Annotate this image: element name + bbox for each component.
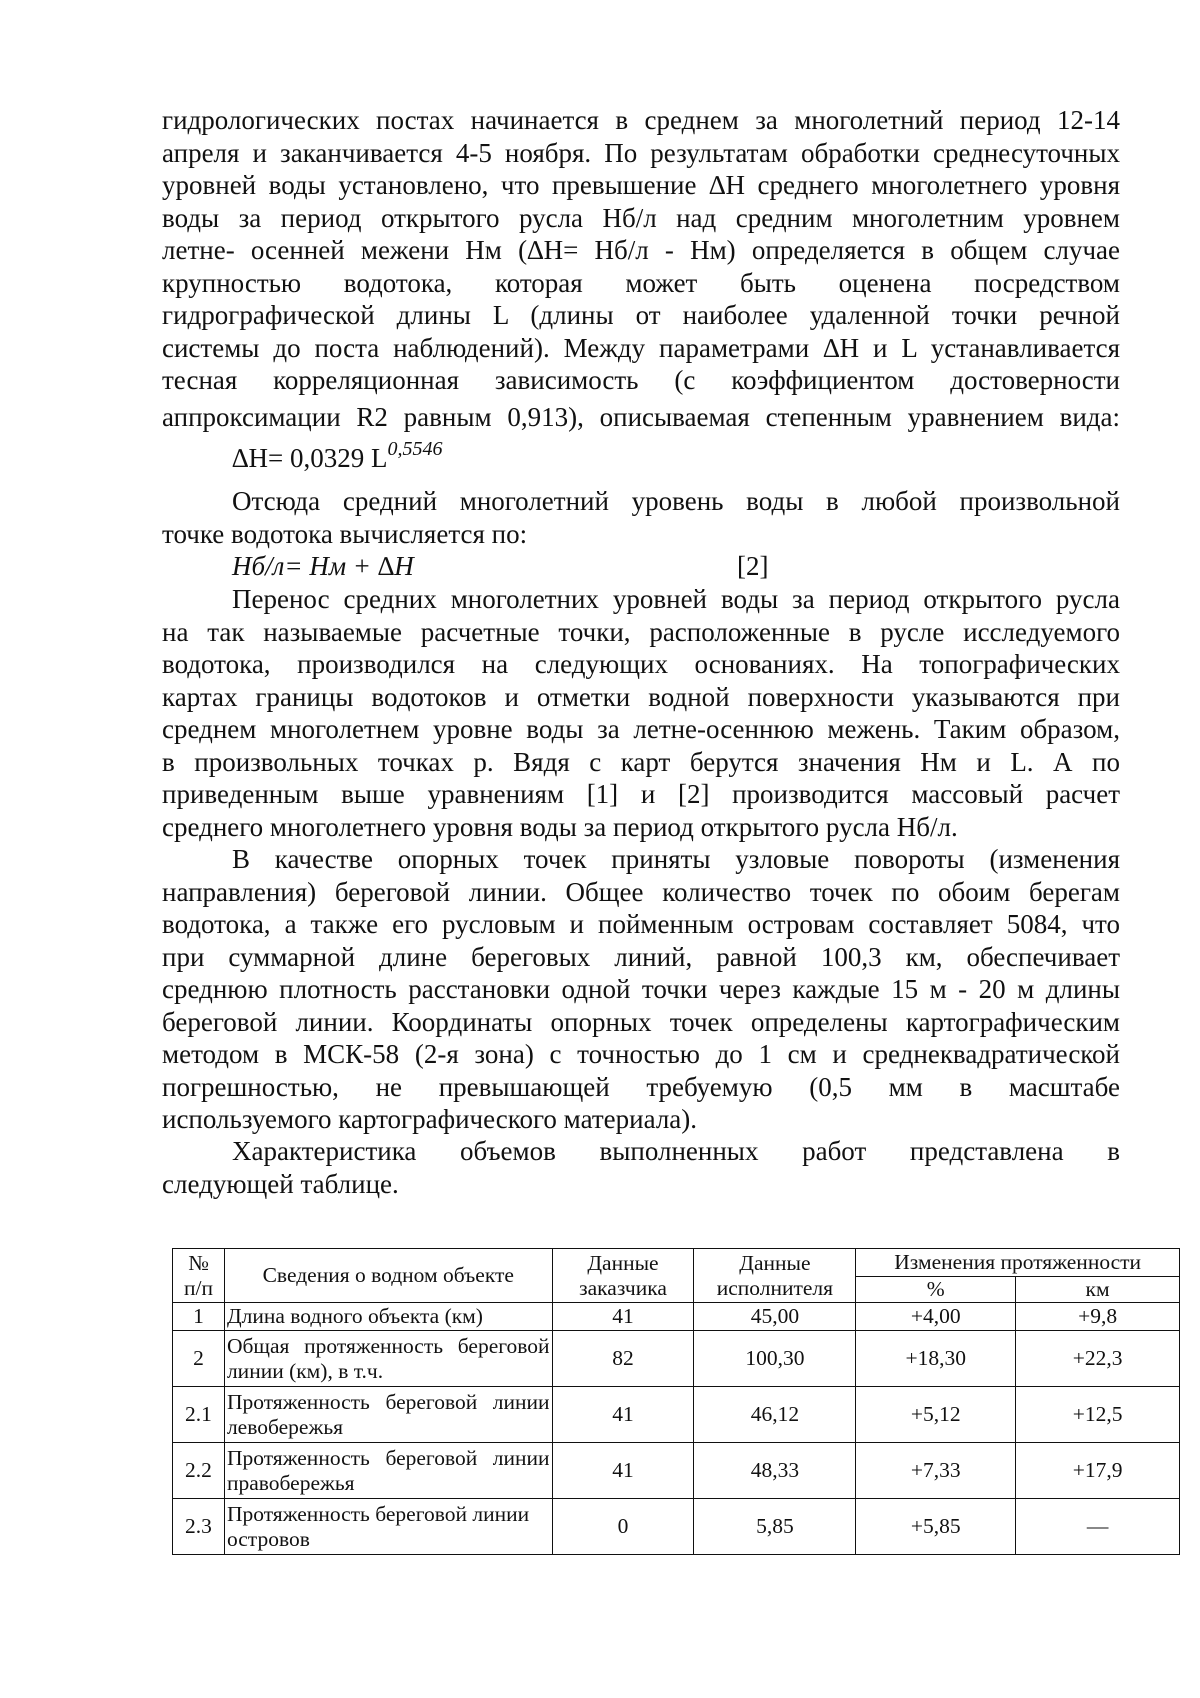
text-line: Отсюда средний многолетний уровень воды в любой произвольной (232, 486, 1120, 516)
table-row (173, 1499, 1180, 1555)
text-line: следующей таблице. (162, 1168, 399, 1199)
paragraph-1 (162, 104, 1120, 433)
volumes-table (172, 1248, 1180, 1555)
cell-object: Протяженность береговой линии левобережья (224, 1387, 552, 1443)
text-line: среднюю плотность расстановки одной точки через каждые 15 м - 20 м длины (162, 974, 1120, 1004)
header-change: Изменения протяженности (856, 1249, 1180, 1277)
cell-percent: +7,33 (856, 1443, 1016, 1499)
header-executor-line1: Данные (739, 1250, 811, 1275)
cell-km: — (1016, 1499, 1180, 1555)
text-line: Характеристика объемов выполненных работ представлена в (232, 1136, 1120, 1166)
header-percent: % (856, 1277, 1016, 1303)
header-customer-line2: заказчика (579, 1275, 667, 1300)
table-row (173, 1303, 1180, 1331)
cell-num: 2.1 (173, 1387, 225, 1443)
formula-1-exponent: 0,5546 (387, 438, 443, 460)
text-line: методом в МСК-58 (2-я зона) с точностью до 1 см и среднеквадратической (162, 1039, 1120, 1069)
cell-object: Общая протяженность береговой линии (км), в т.ч. (224, 1331, 552, 1387)
cell-customer: 0 (552, 1499, 694, 1555)
cell-km: +22,3 (1016, 1331, 1180, 1387)
header-num (173, 1249, 225, 1303)
cell-num: 2.3 (173, 1499, 225, 1555)
table-row (173, 1387, 1180, 1443)
cell-customer: 82 (552, 1331, 694, 1387)
text-line: среднего многолетнего уровня воды за период открытого русла Нб/л. (162, 811, 958, 842)
text-line: аппроксимации R2 равным 0,913), описываемая степенным уравнением вида: (162, 401, 1120, 432)
cell-customer: 41 (552, 1387, 694, 1443)
cell-executor: 5,85 (694, 1499, 856, 1555)
text-line: гидрографической длины L (длины от наиболее удаленной точки речной (162, 300, 1120, 330)
text-line: системы до поста наблюдений). Между параметрами ∆Н и L устанавливается (162, 332, 1120, 363)
text-line: летне- осенней межени Нм (∆Н= Нб/л - Нм) определяется в общем случае (162, 235, 1120, 265)
text-line: среднем многолетнем уровне воды за летне-осеннюю межень. Таким образом, (162, 714, 1120, 744)
header-num-line1: № (188, 1250, 209, 1275)
cell-percent: +5,12 (856, 1387, 1016, 1443)
cell-num: 2 (173, 1331, 225, 1387)
text-line: гидрологических постах начинается в среднем за многолетний период 12-14 (162, 105, 1120, 135)
text-line: Перенос средних многолетних уровней воды за период открытого русла (232, 584, 1120, 614)
text-line: точке водотока вычисляется по: (162, 518, 528, 549)
cell-customer: 41 (552, 1443, 694, 1499)
text-line: водотока, производился на следующих основаниях. На топографических (162, 649, 1120, 679)
text-line: уровней воды установлено, что превышение ∆Н среднего многолетнего уровня (162, 170, 1120, 200)
cell-num: 1 (173, 1303, 225, 1331)
cell-km: +12,5 (1016, 1387, 1180, 1443)
text-line: при суммарной длине береговых линий, равной 100,3 км, обеспечивает (162, 941, 1120, 972)
table-row (173, 1331, 1180, 1387)
cell-object: Протяженность береговой линии островов (224, 1499, 552, 1555)
cell-percent: +4,00 (856, 1303, 1016, 1331)
paragraph-3 (162, 583, 1120, 843)
cell-executor: 46,12 (694, 1387, 856, 1443)
formula-2 (162, 550, 1120, 583)
header-km: км (1016, 1277, 1180, 1303)
paragraph-5 (162, 1135, 1120, 1200)
text-line: тесная корреляционная зависимость (с коэффициентом достоверности (162, 365, 1120, 395)
text-line: береговой линии. Координаты опорных точек определены картографическим (162, 1006, 1120, 1037)
cell-object: Длина водного объекта (км) (224, 1303, 552, 1331)
text-line: направления) береговой линии. Общее количество точек по обоим берегам (162, 876, 1120, 907)
header-num-line2: п/п (183, 1275, 213, 1300)
table-row (173, 1443, 1180, 1499)
cell-km: +17,9 (1016, 1443, 1180, 1499)
cell-percent: +18,30 (856, 1331, 1016, 1387)
table-header-row (173, 1249, 1180, 1277)
text-line: в произвольных точках р. Вядя с карт берутся значения Нм и L. А по (162, 746, 1120, 777)
cell-km: +9,8 (1016, 1303, 1180, 1331)
text-line: воды за период открытого русла Нб/л над средним многолетним уровнем (162, 202, 1120, 233)
text-line: В качестве опорных точек приняты узловые повороты (изменения (232, 844, 1120, 874)
cell-customer: 41 (552, 1303, 694, 1331)
text-line: погрешностью, не превышающей требуемую (0,5 мм в масштабе (162, 1071, 1120, 1102)
text-line: приведенным выше уравнениям [1] и [2] производится массовый расчет (162, 779, 1120, 809)
text-line: картах границы водотоков и отметки водной поверхности указываются при (162, 681, 1120, 712)
cell-executor: 48,33 (694, 1443, 856, 1499)
paragraph-2 (162, 485, 1120, 550)
equation-number: [2] (737, 551, 769, 581)
cell-object: Протяженность береговой линии правобережья (224, 1443, 552, 1499)
header-executor-line2: исполнителя (716, 1275, 834, 1300)
formula-1-base: ∆Н= 0,0329 L (232, 443, 388, 473)
text-line: на так называемые расчетные точки, расположенные в русле исследуемого (162, 616, 1120, 647)
cell-executor: 45,00 (694, 1303, 856, 1331)
cell-num: 2.2 (173, 1443, 225, 1499)
cell-executor: 100,30 (694, 1331, 856, 1387)
text-line: крупностью водотока, которая может быть оценена посредством (162, 267, 1120, 298)
paragraph-4 (162, 843, 1120, 1136)
text-line: апреля и заканчивается 4-5 ноября. По результатам обработки среднесуточных (162, 137, 1120, 168)
formula-2-text: Нб/л= Нм + ∆Н (232, 551, 414, 581)
cell-percent: +5,85 (856, 1499, 1016, 1555)
header-customer (552, 1249, 694, 1303)
formula-1 (162, 438, 1120, 475)
header-object: Сведения о водном объекте (224, 1249, 552, 1303)
text-line: используемого картографического материала). (162, 1104, 698, 1134)
header-customer-line1: Данные (587, 1250, 659, 1275)
header-executor (694, 1249, 856, 1303)
text-line: водотока, а также его русловым и пойменным островам составляет 5084, что (162, 909, 1120, 939)
